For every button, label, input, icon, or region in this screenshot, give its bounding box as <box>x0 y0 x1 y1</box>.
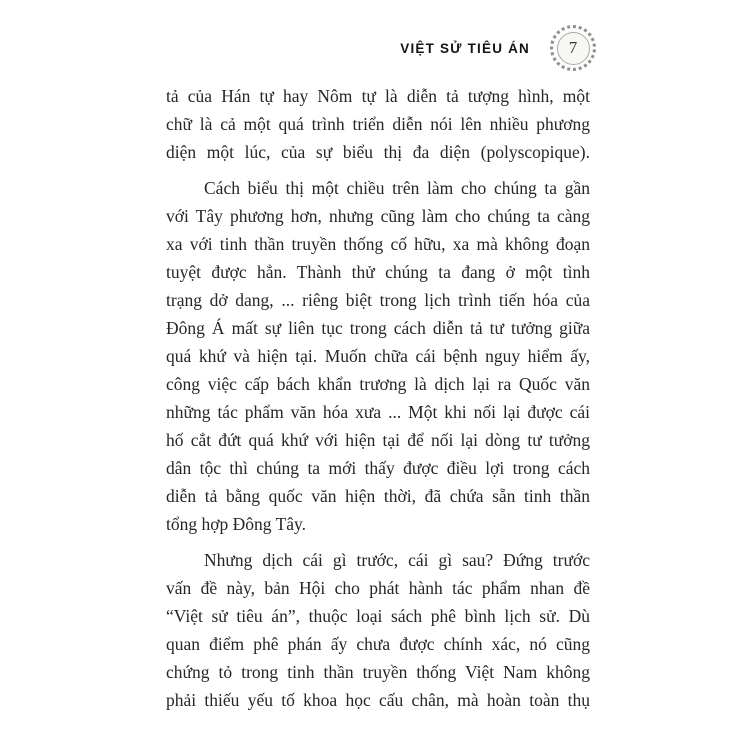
text-line: tổng hợp Đông Tây. <box>166 514 307 534</box>
text-line: quan điểm phê phán ấy chưa được chính xác, nó cũng <box>166 634 590 654</box>
text-line: diễn tả bằng quốc văn hiện thời, đã chứa sẵn tinh thần <box>166 486 590 506</box>
paragraph-3 <box>166 546 590 714</box>
text-line: tuyệt được hẳn. Thành thử chúng ta đang ở một tình <box>166 262 590 282</box>
running-head-title: VIỆT SỬ TIÊU ÁN <box>400 40 530 56</box>
body-text <box>166 82 590 722</box>
text-line: chứng tỏ trong tinh thần truyền thống Việt Nam không <box>166 662 590 682</box>
paragraph-1 <box>166 82 590 166</box>
text-line: với Tây phương hơn, nhưng cũng làm cho chúng ta càng <box>166 206 590 226</box>
text-line: công việc cấp bách khẩn trương là dịch lại ra Quốc văn <box>166 374 590 394</box>
text-line: xa với tinh thần truyền thống cố hữu, xa mà không đoạn <box>166 234 590 254</box>
text-line: vấn đề này, bản Hội cho phát hành tác phẩm nhan đề <box>166 578 590 598</box>
text-line: tả của Hán tự hay Nôm tự là diễn tả tượng hình, một <box>166 86 590 106</box>
text-line: diện một lúc, của sự biểu thị đa diện (polyscopique). <box>166 142 590 162</box>
paragraph-2 <box>166 174 590 538</box>
text-line: phải thiếu yếu tố khoa học cấu chân, mà hoàn toàn thụ <box>166 690 590 710</box>
text-line: những tác phẩm văn hóa xưa ... Một khi nối lại được cái <box>166 402 590 422</box>
text-line: Đông Á mất sự liên tục trong cách diễn tả tư tưởng giữa <box>166 318 590 338</box>
page-header <box>166 22 596 74</box>
text-line: Cách biểu thị một chiều trên làm cho chúng ta gần <box>204 178 590 198</box>
text-line: hố cắt đứt quá khứ với hiện tại để nối lại dòng tư tưởng <box>166 430 590 450</box>
page-number: 7 <box>557 32 590 65</box>
text-line: trạng dở dang, ... riêng biệt trong lịch trình tiến hóa của <box>166 290 590 310</box>
text-line: “Việt sử tiêu án”, thuộc loại sách phê bình lịch sử. Dù <box>166 606 590 626</box>
text-line: quá khứ và hiện tại. Muốn chữa cái bệnh nguy hiểm ấy, <box>166 346 590 366</box>
text-line: Nhưng dịch cái gì trước, cái gì sau? Đứng trước <box>204 550 590 570</box>
text-line: chữ là cả một quá trình triển diễn nói lên nhiều phương <box>166 114 590 134</box>
page-number-badge <box>550 25 596 71</box>
text-line: dân tộc thì chúng ta mới thấy được điều lợi trong cách <box>166 458 590 478</box>
